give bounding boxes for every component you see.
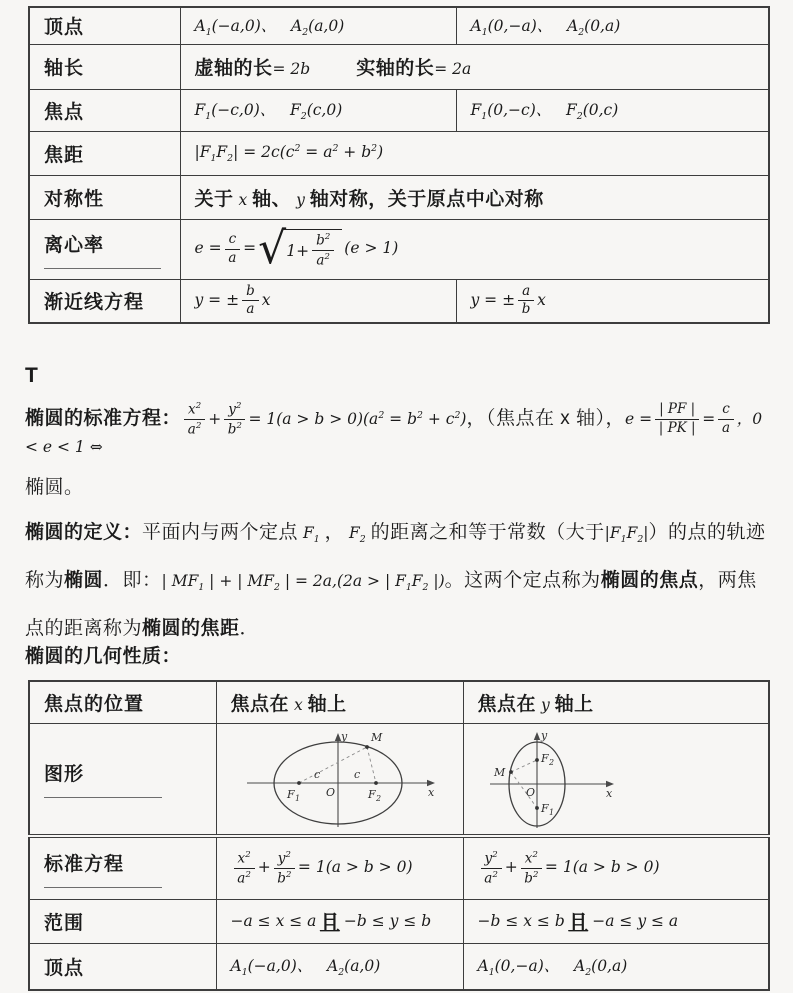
formula: $A_1(-a,0)$、 $A_2(a,0)$	[194, 16, 345, 38]
formula: 椭圆。	[25, 477, 84, 498]
focus-f1-subscript: 1	[548, 807, 554, 817]
formula: −a ≤ x ≤ a 且 −b ≤ y ≤ b	[230, 911, 432, 935]
focus-f2-label: F	[367, 787, 376, 801]
focus-f2-label: F	[540, 751, 549, 765]
row-label-text: 焦距	[44, 144, 85, 166]
formula: $A_1(0,-a)$、 $A_2(0,a)$	[477, 957, 628, 979]
ellipse-definition-paragraph	[25, 512, 773, 650]
row-label-text: 顶点	[44, 17, 85, 39]
row-label-text: 焦点	[44, 101, 85, 123]
origin-label: O	[525, 785, 535, 799]
cell-ellipse-vertices-y	[463, 944, 769, 990]
cell-eccentricity	[180, 219, 769, 279]
row-label-axis-length	[29, 44, 180, 89]
row-label-asymptotes	[29, 279, 180, 323]
row-label-ellipse-vertices	[29, 944, 216, 990]
cell-ellipse-vertices-x	[216, 944, 463, 990]
table-row-foci	[29, 89, 769, 131]
row-label-eccentricity	[29, 219, 180, 279]
point-m-label: M	[493, 765, 505, 779]
ellipse-x-figure	[235, 728, 453, 830]
focus-f1-label: F	[540, 801, 549, 815]
y-axis-arrowhead	[533, 732, 539, 740]
formula: $\frac{y^2}{a^2}$ + $\frac{x^2}{b^2}$ = 1(a > b > 0)	[478, 859, 660, 876]
formula: 焦点在 y 轴上	[477, 693, 594, 715]
row-label-figure	[29, 723, 216, 836]
formula: $F_1(-c,0)$、 $F_2(c,0)$	[194, 100, 343, 123]
row-label-text: 离心率	[44, 235, 172, 269]
ellipse-line-continuation	[25, 472, 773, 499]
c-left-label: c	[313, 767, 320, 781]
ellipse-properties-table	[28, 680, 770, 991]
cell-standard-equation-y	[463, 836, 769, 900]
cell-asymptote-y-axis	[456, 279, 769, 323]
table-row-symmetry	[29, 175, 769, 219]
formula: 椭圆的标准方程： $\frac{x^2}{a^2}$ + $\frac{y^2}{b^2}$ = $1(a > b > 0)(a^2 = b^2 + c^2)$，（焦点在 x 轴），e = $\frac{| PF |}{| PK |}$ = $\frac{c}{a}$ ，0 < e < 1 ⇔	[25, 400, 768, 457]
table-row-asymptotes	[29, 279, 769, 323]
focus-f1-subscript: 1	[294, 793, 300, 803]
header-focus-on-x	[216, 681, 463, 723]
header-focus-on-y	[463, 681, 769, 723]
section-heading: T	[25, 364, 38, 387]
table-row-eccentricity	[29, 219, 769, 279]
table-row-standard-equation	[29, 836, 769, 900]
c-right-label: c	[353, 767, 360, 781]
hyperbola-properties-table	[28, 6, 770, 324]
formula: y = ± $\frac{b}{a}$ x	[194, 282, 271, 318]
focus-f1-label: F	[286, 787, 295, 801]
formula: −b ≤ x ≤ b 且 −a ≤ y ≤ a	[477, 911, 679, 935]
row-label-symmetry	[29, 175, 180, 219]
table-row-axis-length	[29, 44, 769, 89]
formula: 焦点在 x 轴上	[230, 693, 347, 715]
table-row-ellipse-vertices	[29, 944, 769, 990]
formula: $A_1(0,-a)$、 $A_2(0,a)$	[470, 16, 621, 38]
cell-figure-x-ellipse	[216, 723, 463, 836]
row-label-text: 渐近线方程	[44, 292, 145, 314]
row-label-standard-equation	[29, 836, 216, 900]
row-label-vertices	[29, 7, 180, 44]
row-label-text: 范围	[44, 913, 85, 934]
ellipse-y-figure	[482, 728, 632, 830]
focus-f2-dot	[374, 781, 378, 785]
y-axis-label: y	[540, 728, 547, 742]
table-row-figure	[29, 723, 769, 836]
cell-vertices-x-axis	[180, 7, 456, 44]
segment-m-f2	[367, 747, 376, 783]
row-label-text: 对称性	[44, 188, 105, 210]
header-focus-position	[29, 681, 216, 723]
cell-range-x	[216, 900, 463, 944]
formula: $F_1(0,-c)$、 $F_2(0,c)$	[470, 100, 619, 123]
origin-label: O	[325, 785, 335, 799]
cell-vertices-y-axis	[456, 7, 769, 44]
row-label-text: 图形	[44, 764, 208, 798]
y-axis-label: y	[340, 729, 347, 743]
cell-standard-equation-x	[216, 836, 463, 900]
formula: $\frac{x^2}{a^2}$ + $\frac{y^2}{b^2}$ = 1(a > b > 0)	[231, 859, 413, 876]
point-m-label: M	[370, 730, 382, 744]
focus-f2-dot	[535, 758, 539, 762]
focus-f1-dot	[297, 781, 301, 785]
row-label-text: 顶点	[44, 957, 85, 979]
row-label-text: 标准方程	[44, 854, 208, 888]
point-m-dot	[509, 770, 513, 774]
point-m-dot	[365, 745, 369, 749]
table-row-range	[29, 900, 769, 944]
figure-ellipse-foci-x	[231, 728, 455, 830]
row-label-text: 焦点的位置	[44, 693, 145, 715]
formula: y = ± $\frac{a}{b}$ x	[470, 282, 546, 318]
cell-figure-y-ellipse	[463, 723, 769, 836]
formula: 椭圆的定义：平面内与两个定点 $F_1$ ， $F_2$ 的距离之和等于常数（大于$|F_1F_2|$）的点的轨迹称为椭圆．即：| $MF_1$ | + | $MF_2$ | = 2a,(2a > | $F_1F_2$ |)。这两个定点称为椭圆的焦点，两焦点的距离称为椭圆的焦距．	[25, 522, 766, 640]
ellipse-geometry-heading	[25, 641, 773, 668]
row-label-foci	[29, 89, 180, 131]
formula: 关于 x 轴、 y 轴对称，关于原点中心对称	[194, 188, 544, 210]
cell-axis-length	[180, 44, 769, 89]
cell-focal-distance	[180, 131, 769, 175]
row-label-text: 轴长	[44, 58, 85, 79]
table-row-focal-distance	[29, 131, 769, 175]
cell-foci-x-axis	[180, 89, 456, 131]
row-label-range	[29, 900, 216, 944]
formula: $|F_1F_2| = 2c(c^2 = a^2 + b^2)$	[194, 142, 384, 164]
cell-range-y	[463, 900, 769, 944]
table-row-vertices	[29, 7, 769, 44]
formula: 虚轴的长= 2b 实轴的长= 2a	[194, 58, 472, 79]
focus-f2-subscript: 2	[548, 757, 554, 767]
formula: $A_1(-a,0)$、 $A_2(a,0)$	[230, 957, 381, 979]
cell-symmetry	[180, 175, 769, 219]
row-label-focal-distance	[29, 131, 180, 175]
focus-f2-subscript: 2	[375, 793, 381, 803]
figure-ellipse-foci-y	[478, 728, 761, 830]
table-row-focus-position	[29, 681, 769, 723]
cell-asymptote-x-axis	[180, 279, 456, 323]
focus-f1-dot	[535, 806, 539, 810]
formula: 椭圆的几何性质：	[25, 646, 182, 667]
x-axis-label: x	[427, 785, 434, 799]
segment-m-f2	[511, 760, 537, 772]
ellipse-standard-equation-line	[25, 398, 773, 460]
cell-foci-y-axis	[456, 89, 769, 131]
formula: e = $\frac{c}{a}$ = √ 1+ $\frac{b^2}{a^2}$ (e > 1)	[194, 222, 399, 274]
x-axis-label: x	[605, 786, 612, 800]
